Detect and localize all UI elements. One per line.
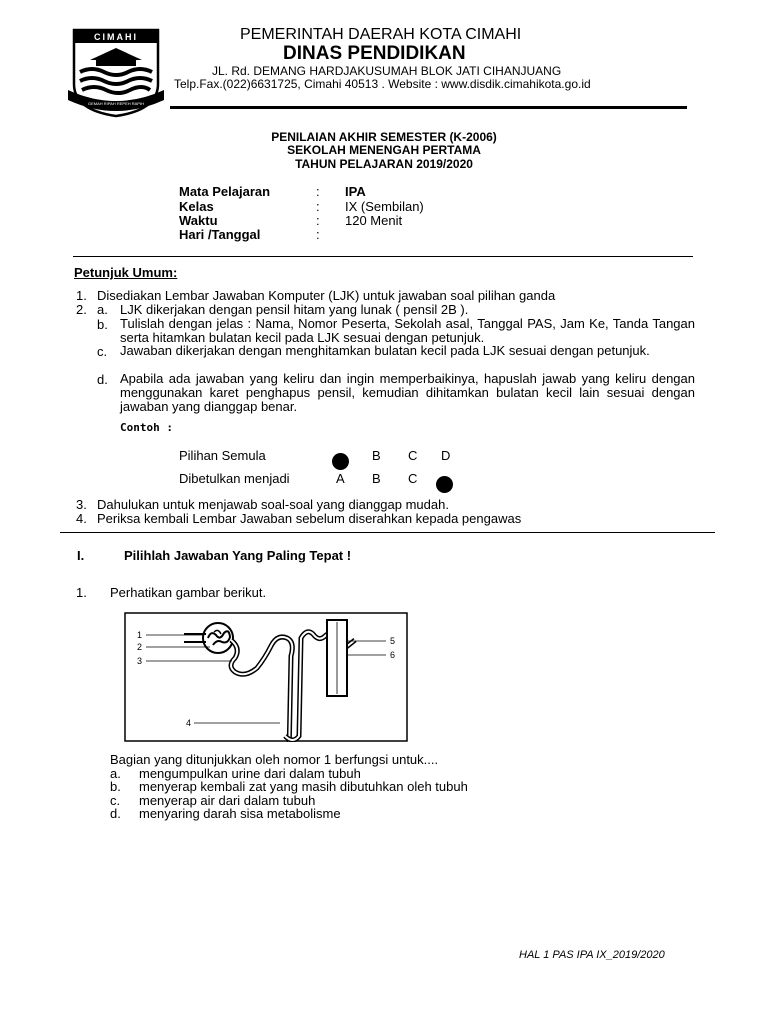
sub-letter: b. [97, 317, 108, 332]
option-text: menyaring darah sisa metabolisme [139, 806, 341, 821]
sub-item: LJK dikerjakan dengan pensil hitam yang lunak ( pensil 2B ). [120, 302, 469, 317]
info-sep: : [316, 184, 320, 199]
header-divider [170, 106, 687, 109]
info-value: IX (Sembilan) [345, 199, 424, 214]
header-line4: Telp.Fax.(022)6631725, Cimahi 40513 . Website : www.disdik.cimahikota.go.id [174, 77, 591, 91]
option-letter: b. [110, 779, 121, 794]
sub-item: Apabila ada jawaban yang keliru dan ingin memperbaikinya, hapuslah jawab yang keliru dengan menggunakan karet penghapus pensil, kemudian dihitamkan bulatan kecil lain sesuai dengan jawaban yang dianggap benar. [120, 371, 695, 414]
filled-bubble-d [436, 476, 453, 493]
option-letter: c. [110, 793, 121, 808]
example-option: C [408, 448, 418, 463]
svg-text:5: 5 [390, 636, 396, 646]
sub-letter: d. [97, 372, 108, 387]
example-option: C [408, 471, 418, 486]
info-label: Mata Pelajaran [179, 184, 271, 199]
info-value: 120 Menit [345, 213, 403, 228]
svg-text:1: 1 [137, 630, 143, 640]
svg-text:GEMAH RIPAH REPEH RAPIH: GEMAH RIPAH REPEH RAPIH [88, 101, 144, 106]
list-number: 1. [76, 288, 87, 303]
list-item: Dahulukan untuk menjawab soal-soal yang dianggap mudah. [97, 497, 449, 512]
option-text: menyerap air dari dalam tubuh [139, 793, 316, 808]
info-label: Waktu [179, 213, 218, 228]
sub-item: Jawaban dikerjakan dengan menghitamkan bulatan kecil pada LJK sesuai dengan petunjuk. [120, 343, 650, 358]
svg-text:CIMAHI: CIMAHI [94, 32, 138, 42]
info-sep: : [316, 199, 320, 214]
svg-text:2: 2 [137, 642, 143, 652]
exam-title-line3: TAHUN PELAJARAN 2019/2020 [295, 157, 473, 171]
nephron-figure [124, 612, 408, 742]
cimahi-logo [66, 26, 166, 118]
svg-text:3: 3 [137, 656, 143, 666]
info-value: IPA [345, 184, 366, 199]
exam-title-line2: SEKOLAH MENENGAH PERTAMA [287, 143, 481, 157]
list-item: Disediakan Lembar Jawaban Komputer (LJK) untuk jawaban soal pilihan ganda [97, 288, 556, 303]
option-letter: d. [110, 806, 121, 821]
info-sep: : [316, 227, 320, 242]
list-number: 3. [76, 497, 87, 512]
header-line2: DINAS PENDIDIKAN [283, 43, 466, 64]
question-text: Bagian yang ditunjukkan oleh nomor 1 berfungsi untuk.... [110, 752, 439, 767]
example-option: B [372, 471, 381, 486]
sub-letter: c. [97, 344, 108, 359]
info-label: Hari /Tanggal [179, 227, 261, 242]
list-number: 4. [76, 511, 87, 526]
header-line3: JL. Rd. DEMANG HARDJAKUSUMAH BLOK JATI CIHANJUANG [212, 64, 562, 78]
info-sep: : [316, 213, 320, 228]
option-text: mengumpulkan urine dari dalam tubuh [139, 766, 361, 781]
header-line1: PEMERINTAH DAERAH KOTA CIMAHI [240, 26, 522, 43]
option-letter: a. [110, 766, 121, 781]
exam-title-line1: PENILAIAN AKHIR SEMESTER (K-2006) [271, 130, 497, 144]
example-row2-label: Dibetulkan menjadi [179, 471, 290, 486]
page-footer: HAL 1 PAS IPA IX_2019/2020 [519, 949, 665, 961]
question-number: 1. [76, 585, 87, 600]
section-number: I. [77, 548, 85, 563]
option-text: menyerap kembali zat yang masih dibutuhkan oleh tubuh [139, 779, 468, 794]
info-divider [73, 256, 693, 257]
sub-letter: a. [97, 302, 108, 317]
filled-bubble-a [332, 453, 349, 470]
info-label: Kelas [179, 199, 214, 214]
section-divider [60, 532, 715, 533]
example-row1-label: Pilihan Semula [179, 448, 266, 463]
list-number: 2. [76, 302, 87, 317]
svg-text:4: 4 [186, 718, 192, 728]
section-title: Pilihlah Jawaban Yang Paling Tepat ! [124, 548, 352, 563]
example-option: A [336, 471, 345, 486]
list-item: Periksa kembali Lembar Jawaban sebelum diserahkan kepada pengawas [97, 511, 522, 526]
question-prompt: Perhatikan gambar berikut. [110, 585, 267, 600]
example-option: D [441, 448, 451, 463]
svg-text:6: 6 [390, 650, 396, 660]
petunjuk-heading: Petunjuk Umum: [74, 265, 178, 280]
example-option: B [372, 448, 381, 463]
contoh-label: Contoh : [120, 421, 173, 434]
sub-item: Tulislah dengan jelas : Nama, Nomor Peserta, Sekolah asal, Tanggal PAS, Jam Ke, Tanda Tangan serta hitamkan bulatan kecil pada LJK sesuai dengan petunjuk. [120, 316, 695, 345]
